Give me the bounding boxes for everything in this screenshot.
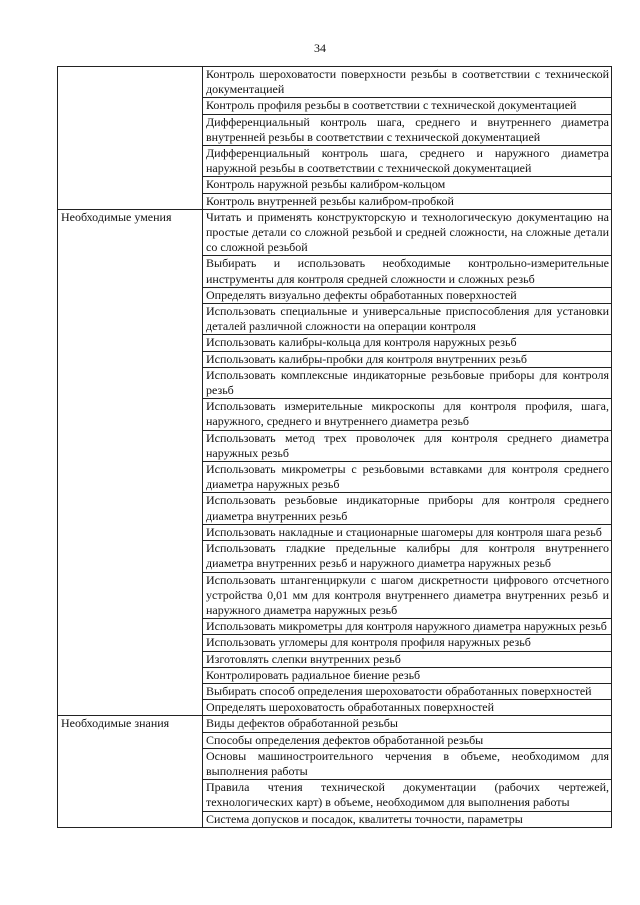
requirement-item: Использовать угломеры для контроля профиля наружных резьб — [203, 635, 612, 651]
requirement-item: Контролировать радиальное биение резьб — [203, 667, 612, 683]
requirement-item: Использовать накладные и стационарные шагомеры для контроля шага резьб — [203, 524, 612, 540]
requirement-item: Система допусков и посадок, квалитеты точности, параметры — [203, 811, 612, 827]
requirement-item: Использовать штангенциркули с шагом дискретности цифрового отсчетного устройства 0,01 мм для контроля внутреннего диаметра внутренних резьб и наружного диаметра наружных резьб — [203, 572, 612, 619]
requirement-item: Читать и применять конструкторскую и технологическую документацию на простые детали со сложной резьбой и средней сложности, на сложные детали со сложной резьбой — [203, 209, 612, 256]
requirement-item: Использовать комплексные индикаторные резьбовые приборы для контроля резьб — [203, 367, 612, 398]
table-row — [58, 716, 612, 732]
section-title-cell: Необходимые знания — [58, 716, 203, 827]
requirement-item: Контроль наружной резьбы калибром-кольцом — [203, 177, 612, 193]
requirement-item: Использовать резьбовые индикаторные приборы для контроля среднего диаметра внутренних резьб — [203, 493, 612, 524]
requirements-table — [57, 66, 612, 828]
requirement-item: Использовать калибры-кольца для контроля наружных резьб — [203, 335, 612, 351]
requirement-item: Выбирать и использовать необходимые контрольно-измерительные инструменты для контроля средней сложности и сложных резьб — [203, 256, 612, 287]
table-row — [58, 67, 612, 98]
requirement-item: Использовать специальные и универсальные приспособления для установки деталей различной сложности на операции контроля — [203, 304, 612, 335]
page-number: 34 — [314, 41, 326, 55]
requirement-item: Контроль внутренней резьбы калибром-пробкой — [203, 193, 612, 209]
requirement-item: Выбирать способ определения шероховатости обработанных поверхностей — [203, 683, 612, 699]
requirement-item: Способы определения дефектов обработанной резьбы — [203, 732, 612, 748]
requirement-item: Контроль профиля резьбы в соответствии с технической документацией — [203, 98, 612, 114]
section-title-cell: Необходимые умения — [58, 209, 203, 716]
requirement-item: Определять визуально дефекты обработанных поверхностей — [203, 287, 612, 303]
requirement-item: Основы машиностроительного черчения в объеме, необходимом для выполнения работы — [203, 748, 612, 779]
requirement-item: Использовать измерительные микроскопы для контроля профиля, шага, наружного, среднего и внутреннего диаметра резьб — [203, 399, 612, 430]
requirement-item: Использовать калибры-пробки для контроля внутренних резьб — [203, 351, 612, 367]
requirement-item: Виды дефектов обработанной резьбы — [203, 716, 612, 732]
requirement-item: Изготовлять слепки внутренних резьб — [203, 651, 612, 667]
requirement-item: Определять шероховатость обработанных поверхностей — [203, 700, 612, 716]
requirement-item: Контроль шероховатости поверхности резьбы в соответствии с технической документацией — [203, 67, 612, 98]
section-title-cell — [58, 67, 203, 210]
table-row — [58, 209, 612, 256]
requirement-item: Использовать метод трех проволочек для контроля среднего диаметра наружных резьб — [203, 430, 612, 461]
requirement-item: Дифференциальный контроль шага, среднего и наружного диаметра наружной резьбы в соответствии с технической документацией — [203, 146, 612, 177]
requirement-item: Использовать микрометры с резьбовыми вставками для контроля среднего диаметра наружных резьб — [203, 462, 612, 493]
requirement-item: Дифференциальный контроль шага, среднего и внутреннего диаметра внутренней резьбы в соответствии с технической документацией — [203, 114, 612, 145]
requirement-item: Использовать гладкие предельные калибры для контроля внутреннего диаметра внутренних резьб и наружного диаметра наружных резьб — [203, 541, 612, 572]
requirement-item: Правила чтения технической документации (рабочих чертежей, технологических карт) в объеме, необходимом для выполнения работы — [203, 780, 612, 811]
requirement-item: Использовать микрометры для контроля наружного диаметра наружных резьб — [203, 619, 612, 635]
